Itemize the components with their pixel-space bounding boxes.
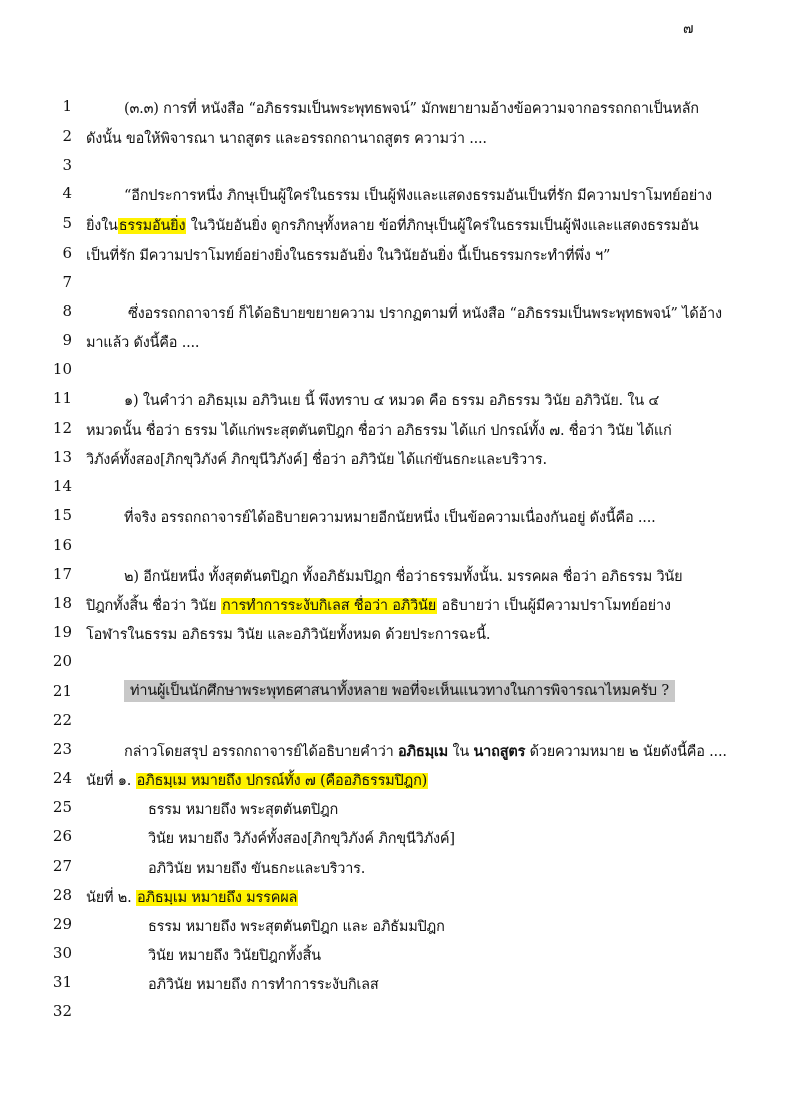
meaning-item: วินัย หมายถึง วินัยปิฎกทั้งสิ้น <box>148 948 321 964</box>
line-number: 3 <box>62 156 72 174</box>
quote-line: “อีกประการหนึ่ง ภิกษุเป็นผู้ใคร่ในธรรม เป็นผู้ฟังและแสดงธรรมอันเป็นที่รัก มีความปราโมทย์อย่าง <box>124 188 712 204</box>
meaning-heading <box>86 886 702 909</box>
paragraph-line: ดังนั้น ขอให้พิจารณา นาถสูตร และอรรถกถานาถสูตร ความว่า .... <box>86 131 487 147</box>
paragraph-line: ๑) ในคำว่า อภิธมฺเม อภิวินเย นี้ พึงทราบ ๔ หมวด คือ ธรรม อภิธรรม วินัย อภิวินัย. ใน ๔ <box>124 393 660 409</box>
line-number: 16 <box>52 536 72 554</box>
highlighted-text: อภิธมฺเม หมายถึง ปกรณ์ทั้ง ๗ (คืออภิธรรมปิฎก) <box>136 773 428 789</box>
line-number: 10 <box>52 360 72 378</box>
line-number: 19 <box>52 623 72 641</box>
text-segment: กล่าวโดยสรุป อรรถกถาจารย์ได้อธิบายคำว่า <box>124 744 399 760</box>
line-number: 21 <box>52 682 72 700</box>
line-number: 29 <box>52 915 72 933</box>
highlighted-text: การทำการระงับกิเลส ชื่อว่า อภิวินัย <box>221 598 437 614</box>
line-number: 13 <box>52 448 72 466</box>
paragraph-line: (๓.๓) การที่ หนังสือ “อภิธรรมเป็นพระพุทธพจน์” มักพยายามอ้างข้อความจากอรรถกถาเป็นหลัก <box>124 101 699 117</box>
meaning-item: อภิวินัย หมายถึง ขันธกะและบริวาร. <box>148 861 366 877</box>
meaning-item: ธรรม หมายถึง พระสุตตันตปิฎก และ อภิธัมมปิฎก <box>148 919 445 935</box>
line-number: 15 <box>52 506 72 524</box>
line-number: 4 <box>62 184 72 202</box>
paragraph-line: ซึ่งอรรถกถาจารย์ ก็ได้อธิบายขยายความ ปรากฏตามที่ หนังสือ “อภิธรรมเป็นพระพุทธพจน์” ได้อ้าง <box>128 306 722 322</box>
paragraph-line: โอฬารในธรรม อภิธรรม วินัย และอภิวินัยทั้งหมด ด้วยประการฉะนี้. <box>86 627 491 643</box>
paragraph-line <box>86 594 702 617</box>
text-segment: นัยที่ ๒. <box>86 890 136 906</box>
line-number: 17 <box>52 565 72 583</box>
line-number: 23 <box>52 740 72 758</box>
paragraph-line: มาแล้ว ดังนี้คือ .... <box>86 335 200 351</box>
line-number: 31 <box>52 973 72 991</box>
gray-highlight-question: ท่านผู้เป็นนักศึกษาพระพุทธศาสนาทั้งหลาย พอที่จะเห็นแนวทางในการพิจารณาไหมครับ ? <box>124 680 675 702</box>
text-segment: ใน <box>448 744 474 760</box>
text-segment: ด้วยความหมาย ๒ นัยดังนี้คือ .... <box>525 744 727 760</box>
line-number: 30 <box>52 944 72 962</box>
bold-term: นาถสูตร <box>473 743 526 760</box>
line-number: 22 <box>52 711 72 729</box>
paragraph-line: ๒) อีกนัยหนึ่ง ทั้งสุตตันตปิฎก ทั้งอภิธัมมปิฎก ชื่อว่าธรรมทั้งนั้น. มรรคผล ชื่อว่า อภิธรรม วินัย <box>124 569 683 585</box>
meaning-item: ธรรม หมายถึง พระสุตตันตปิฎก <box>148 802 339 818</box>
line-number: 20 <box>52 652 72 670</box>
question-line <box>124 679 702 702</box>
text-segment: นัยที่ ๑. <box>86 773 136 789</box>
line-number: 11 <box>52 389 72 407</box>
page-number: ๗ <box>683 21 694 37</box>
line-number: 27 <box>52 857 72 875</box>
text-segment: ปิฎกทั้งสิ้น ชื่อว่า วินัย <box>86 598 221 614</box>
quote-line: เป็นที่รัก มีความปราโมทย์อย่างยิ่งในธรรมอันยิ่ง ในวินัยอันยิ่ง นี้เป็นธรรมกระทำที่พึ่ง ฯ” <box>86 248 611 264</box>
meaning-heading <box>86 769 702 792</box>
text-segment: ในวินัยอันยิ่ง ดูกรภิกษุทั้งหลาย ข้อที่ภิกษุเป็นผู้ใคร่ในธรรมเป็นผู้ฟังและแสดงธรรมอัน <box>186 218 699 234</box>
line-number: 7 <box>62 273 72 291</box>
line-number: 14 <box>52 477 72 495</box>
line-number: 24 <box>52 769 72 787</box>
line-number: 25 <box>52 798 72 816</box>
paragraph-line: หมวดนั้น ชื่อว่า ธรรม ได้แก่พระสุตตันตปิฎก ชื่อว่า อภิธรรม ได้แก่ ปกรณ์ทั้ง ๗. ชื่อว่า วินัย ได้แก่ <box>86 423 672 439</box>
line-number: 1 <box>62 97 72 115</box>
text-segment: อธิบายว่า เป็นผู้มีความปราโมทย์อย่าง <box>437 598 671 614</box>
line-number: 5 <box>62 214 72 232</box>
line-number: 26 <box>52 827 72 845</box>
paragraph-line: ที่จริง อรรถกถาจารย์ได้อธิบายความหมายอีกนัยหนึ่ง เป็นข้อความเนื่องกันอยู่ ดังนี้คือ .... <box>124 510 656 526</box>
text-segment: ยิ่งใน <box>86 218 118 234</box>
line-number: 6 <box>62 244 72 262</box>
summary-line <box>124 740 727 763</box>
line-number: 12 <box>52 419 72 437</box>
line-number: 28 <box>52 886 72 904</box>
meaning-item: อภิวินัย หมายถึง การทำการระงับกิเลส <box>148 977 379 993</box>
line-number: 18 <box>52 594 72 612</box>
quote-line <box>86 214 702 237</box>
line-number: 32 <box>52 1002 72 1020</box>
bold-term: อภิธมฺเม <box>398 743 449 760</box>
paragraph-line: วิภังค์ทั้งสอง[ภิกขุวิภังค์ ภิกขุนีวิภังค์] ชื่อว่า อภิวินัย ได้แก่ขันธกะและบริวาร. <box>86 452 547 468</box>
highlighted-text: อภิธมฺเม หมายถึง มรรคผล <box>136 890 298 906</box>
meaning-item: วินัย หมายถึง วิภังค์ทั้งสอง[ภิกขุวิภังค์ ภิกขุนีวิภังค์] <box>148 831 455 847</box>
line-number: 9 <box>62 331 72 349</box>
line-number: 8 <box>62 302 72 320</box>
highlighted-text: ธรรมอันยิ่ง <box>118 218 186 234</box>
line-number: 2 <box>62 127 72 145</box>
